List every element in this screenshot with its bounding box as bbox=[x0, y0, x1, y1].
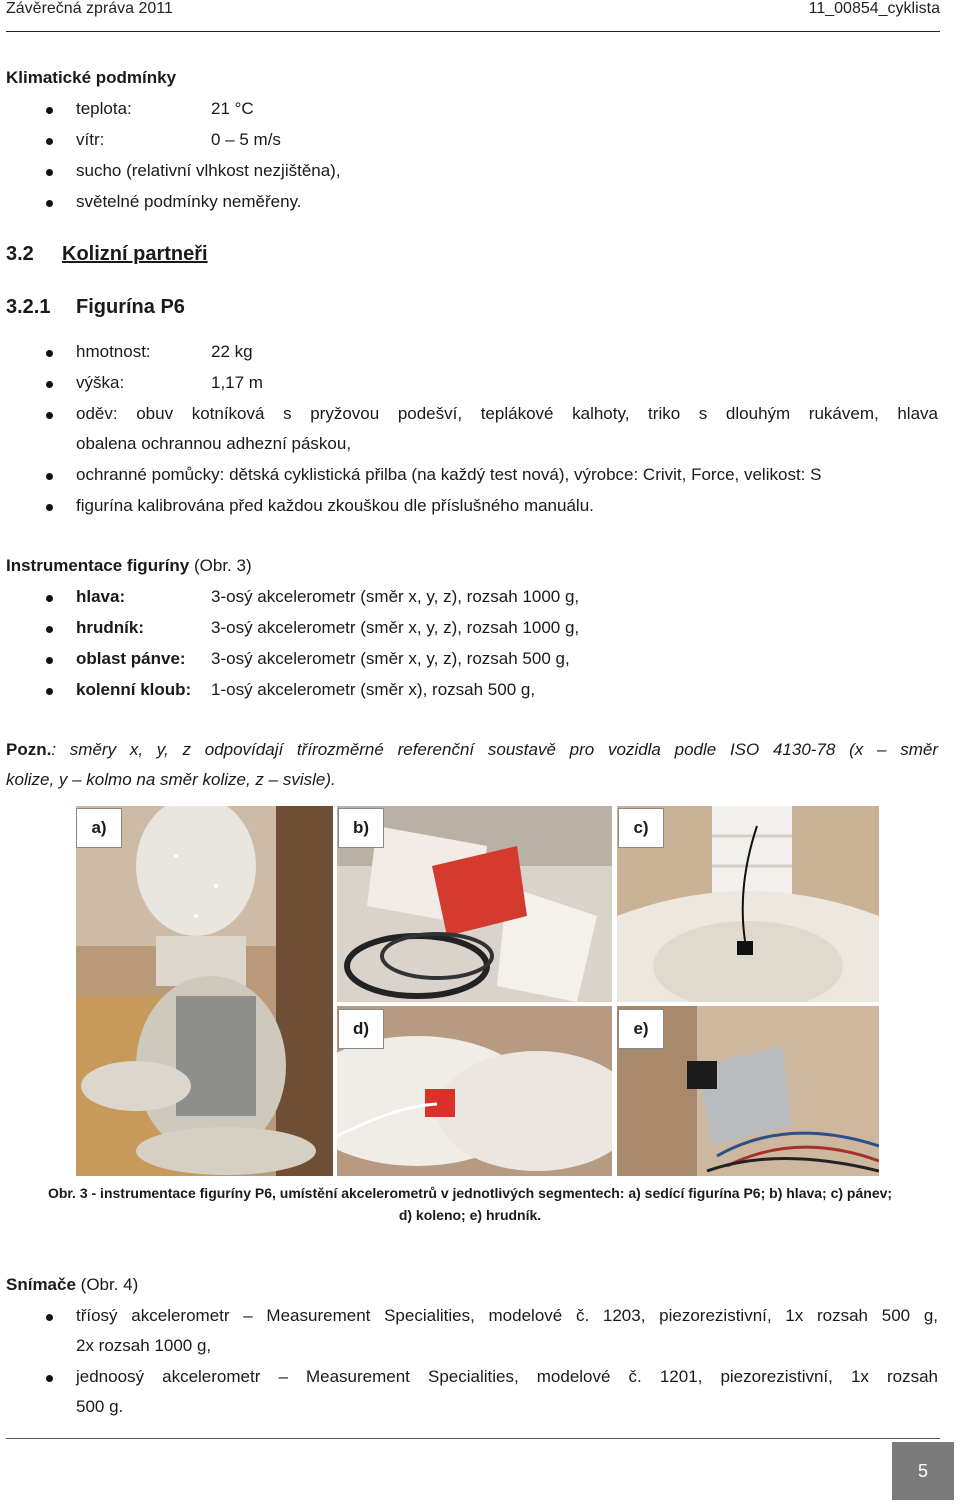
figure-tag-e: e) bbox=[618, 1009, 664, 1049]
subsection-title: Figurína P6 bbox=[76, 296, 185, 318]
instr-heading-bold: Instrumentace figuríny bbox=[6, 556, 190, 575]
snimace-heading-ref: (Obr. 4) bbox=[75, 1275, 139, 1294]
header-rule bbox=[6, 31, 940, 32]
klima-heading: Klimatické podmínky bbox=[6, 68, 177, 87]
section-title: Kolizní partneři bbox=[62, 243, 208, 265]
instr-item-koleno bbox=[76, 680, 535, 700]
figure-caption bbox=[6, 1182, 934, 1226]
figurina-item-odev: oděv: obuv kotníková s pryžovou podešví, teplákové kalhoty, triko s dlouhým rukávem, hlava bbox=[76, 404, 938, 423]
instr-heading bbox=[6, 556, 252, 576]
snimace-item-jednoosy-cont: 500 g. bbox=[76, 1397, 124, 1416]
subsection-number: 3.2.1 bbox=[6, 296, 51, 318]
note-label: Pozn. bbox=[6, 740, 52, 759]
header-right: 11_00854_cyklista bbox=[808, 0, 940, 17]
snimace-heading-bold: Snímače bbox=[6, 1275, 76, 1294]
instr-heading-ref: (Obr. 3) bbox=[189, 556, 252, 575]
klima-item-vitr bbox=[76, 130, 281, 150]
item-label: hrudník: bbox=[76, 618, 144, 637]
klima-item-svetelne: světelné podmínky neměřeny. bbox=[76, 192, 302, 211]
snimace-item-triosy: tříosý akcelerometr – Measurement Specialities, modelové č. 1203, piezorezistivní, 1x rozsah 500 g, bbox=[76, 1306, 938, 1325]
subsection-heading bbox=[6, 296, 185, 319]
item-label: vítr: bbox=[76, 130, 105, 149]
page-number: 5 bbox=[892, 1442, 954, 1500]
item-label: teplota: bbox=[76, 99, 132, 118]
header-left: Závěrečná zpráva 2011 bbox=[6, 0, 173, 17]
figurina-item-hmotnost bbox=[76, 342, 253, 362]
page-header bbox=[6, 0, 940, 26]
item-label: výška: bbox=[76, 373, 125, 392]
item-label: hlava: bbox=[76, 587, 126, 606]
photo-a-seated-dummy bbox=[76, 806, 333, 1176]
caption-line2: d) koleno; e) hrudník. bbox=[398, 1207, 542, 1223]
item-value: 1-osý akcelerometr (směr x), rozsah 500 g, bbox=[211, 680, 536, 699]
item-value: 21 °C bbox=[211, 99, 254, 118]
note-line2: kolize, y – kolmo na směr kolize, z – svisle). bbox=[6, 770, 336, 789]
snimace-item-triosy-cont: 2x rozsah 1000 g, bbox=[76, 1336, 212, 1355]
item-label: hmotnost: bbox=[76, 342, 151, 361]
section-number: 3.2 bbox=[6, 243, 34, 265]
note-line1 bbox=[6, 740, 938, 760]
figure-tag-c: c) bbox=[618, 808, 664, 848]
item-value: 3-osý akcelerometr (směr x, y, z), rozsah 500 g, bbox=[211, 649, 570, 668]
item-value: 1,17 m bbox=[211, 373, 263, 392]
figurina-item-vyska bbox=[76, 373, 263, 393]
snimace-heading bbox=[6, 1275, 138, 1295]
item-label: oblast pánve: bbox=[76, 649, 186, 668]
figure-tag-d: d) bbox=[338, 1009, 384, 1049]
figurina-item-pomucky: ochranné pomůcky: dětská cyklistická přilba (na každý test nová), výrobce: Crivit, Force, velikost: S bbox=[76, 465, 822, 484]
klima-item-sucho: sucho (relativní vlhkost nezjištěna), bbox=[76, 161, 341, 180]
figure-tag-b: b) bbox=[338, 808, 384, 848]
instr-item-hrudnik bbox=[76, 618, 579, 638]
item-value: 3-osý akcelerometr (směr x, y, z), rozsah 1000 g, bbox=[211, 618, 580, 637]
item-value: 3-osý akcelerometr (směr x, y, z), rozsah 1000 g, bbox=[211, 587, 580, 606]
item-value: 22 kg bbox=[211, 342, 253, 361]
note-text: : směry x, y, z odpovídají třírozměrné referenční soustavě pro vozidla podle ISO 4130-78 (x – směr bbox=[51, 740, 938, 759]
caption-line1: Obr. 3 - instrumentace figuríny P6, umístění akcelerometrů v jednotlivých segmentech: a) sedící figurína P6; b) hlava; c) pánev; bbox=[47, 1185, 893, 1201]
item-value: 0 – 5 m/s bbox=[211, 130, 281, 149]
instr-item-hlava bbox=[76, 587, 579, 607]
item-label: kolenní kloub: bbox=[76, 680, 192, 699]
figure-tag-a: a) bbox=[76, 808, 122, 848]
footer-rule bbox=[6, 1438, 940, 1439]
snimace-item-jednoosy: jednoosý akcelerometr – Measurement Specialities, modelové č. 1201, piezorezistivní, 1x rozsah bbox=[76, 1367, 938, 1386]
section-heading bbox=[6, 243, 208, 266]
figurina-item-odev-cont: obalena ochrannou adhezní páskou, bbox=[76, 434, 352, 453]
figurina-item-kalibrace: figurína kalibrována před každou zkouškou dle příslušného manuálu. bbox=[76, 496, 594, 515]
instr-item-panev bbox=[76, 649, 570, 669]
klima-item-teplota bbox=[76, 99, 254, 119]
